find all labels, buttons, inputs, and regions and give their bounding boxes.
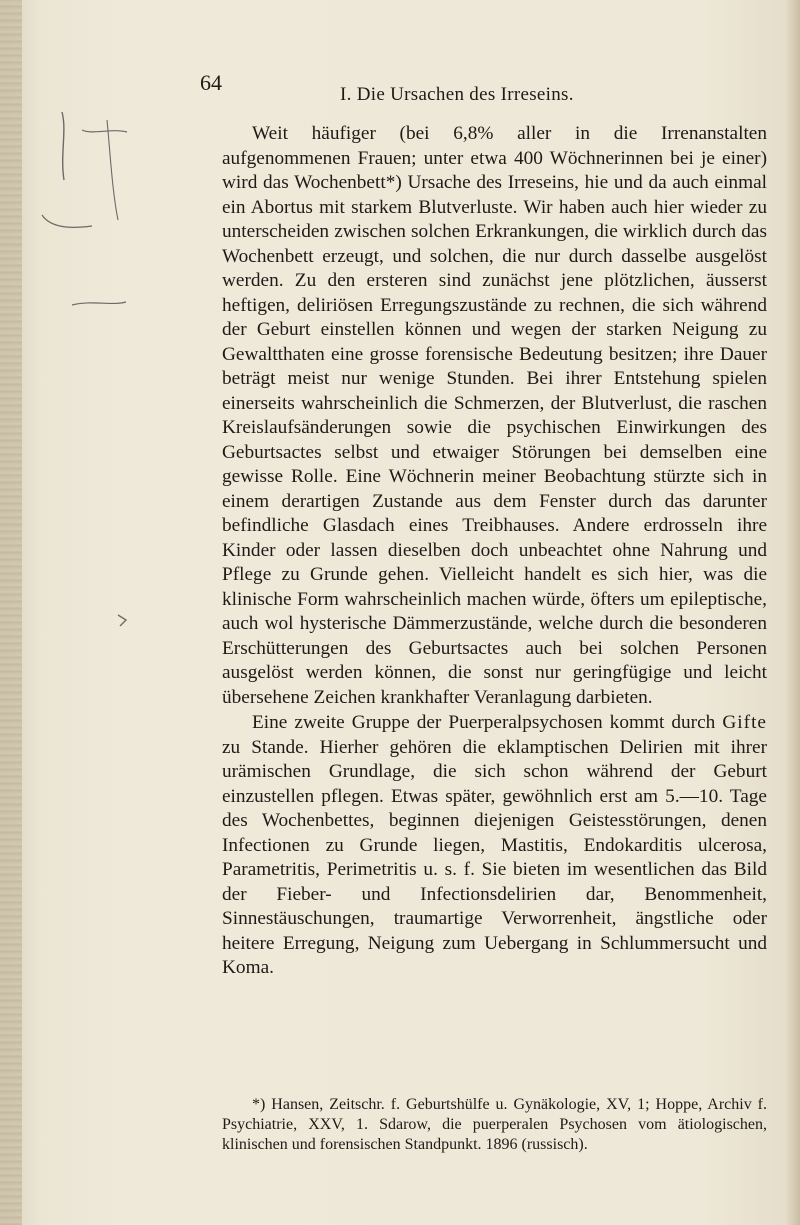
page-number: 64	[200, 70, 222, 95]
paragraph-wochenbett: Weit häufiger (bei 6,8% aller in die Irrenanstalten aufgenommenen Frauen; unter etwa 400 Wöchnerinnen bei je einer) wird das Wochenbett*) Ursache des Irreseins, hie und da auch einmal ein Abortus mit starkem Blutverluste. Wir haben auch hier wieder zu unterscheiden zwischen solchen Erkrankungen, die wirklich durch das Wochenbett erzeugt, und solchen, die nur durch dasselbe ausgelöst werden. Zu den ersteren sind zunächst jene plötzlichen, äusserst heftigen, deliriösen Erregungszustände zu rechnen, die sich während der Geburt einstellen können und wegen der starken Neigung zu Gewaltthaten eine grosse forensische Bedeutung besitzen; ihre Dauer beträgt meist nur wenige Stunden. Bei ihrer Entstehung spielen einerseits wahrscheinlich die Schmerzen, der Blutverlust, die raschen Kreislaufsänderungen sowie die psychischen Einwirkungen des Geburtsactes selbst und etwaiger Störungen bei demselben eine gewisse Rolle. Eine Wöchnerin meiner Beobachtung stürzte sich in einem derartigen Zustande aus dem Fenster durch das darunter befindliche Glasdach eines Treibhauses. Andere erdrosseln ihre Kinder oder lassen dieselben doch unbeachtet ohne Nahrung und Pflege zu Grunde gehen. Vielleicht handelt es sich hier, was die klinische Form wahrscheinlich machen würde, öfters um epileptische, auch wol hysterische Dämmerzustände, welche durch die besonderen Erschütterungen des Geburtsactes auch bei solchen Personen ausgelöst werden können, die sonst nur geringfügige und leicht übersehene Zeichen krankhafter Veranlagung darbieten.	[222, 123, 767, 708]
running-title: I. Die Ursachen des Irreseins.	[340, 84, 574, 105]
footnote	[222, 1095, 767, 1155]
book-binding-edge	[0, 0, 22, 1225]
page-right-edge	[786, 0, 800, 1225]
footnote-marker: *)	[252, 1096, 266, 1113]
pencil-stroke	[72, 302, 126, 305]
paragraph-gifte	[222, 711, 767, 981]
main-text	[222, 122, 767, 981]
pencil-stroke	[82, 130, 127, 132]
emphasized-word: Gifte	[722, 712, 767, 733]
pencil-stroke	[42, 215, 92, 227]
pencil-stroke	[107, 120, 118, 220]
paragraph-text: Eine zweite Gruppe der Puerperalpsychosen kommt durch	[252, 712, 723, 733]
footnote-block	[222, 1095, 767, 1155]
paragraph-text: zu Stande. Hierher gehören die eklamptischen Delirien mit ihrer urämischen Grundlage, die sich schon während der Geburt einzustellen pflegen. Etwas später, gewöhnlich erst am 5.—10. Tage des Wochenbettes, beginnen diejenigen Geistesstörungen, denen Infectionen zu Grunde liegen, Mastitis, Endokarditis ulcerosa, Parametritis, Perimetritis u. s. f. Sie bieten im wesentlichen das Bild der Fieber- und Infectionsdelirien dar, Benommenheit, Sinnestäuschungen, traumartige Verworrenheit, ängstliche oder heitere Erregung, Neigung zum Uebergang in Schlummersucht und Koma.	[222, 736, 767, 978]
pencil-stroke	[62, 112, 64, 180]
footnote-text: Hansen, Zeitschr. f. Geburtshülfe u. Gynäkologie, XV, 1; Hoppe, Archiv f. Psychiatrie, XXV, 1. Sdarow, die puerperalen Psychosen vom ätiologischen, klinischen und forensischen Standpunkt. 1896 (russisch).	[222, 1096, 767, 1153]
pencil-bracket-mark	[118, 615, 126, 626]
pencil-margin-marks	[22, 110, 132, 710]
